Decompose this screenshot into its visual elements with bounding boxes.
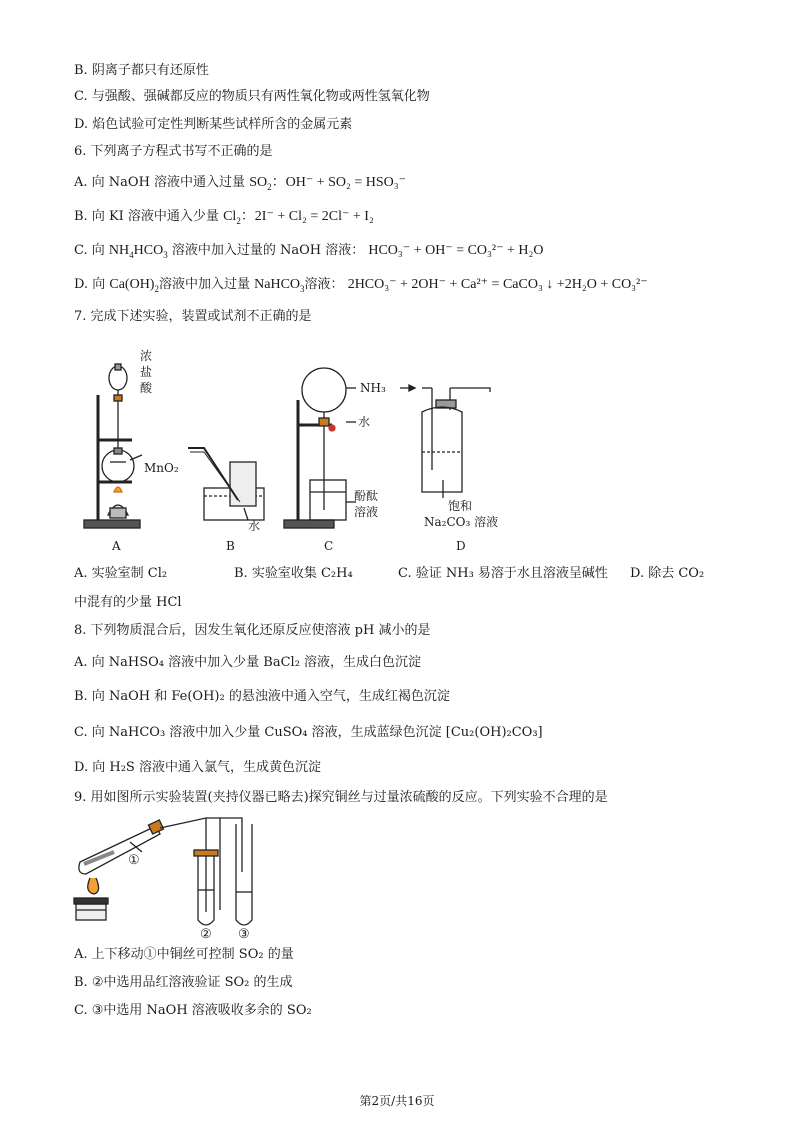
q5-option-c: C. 与强酸、强碱都反应的物质只有两性氧化物或两性氢氧化物	[74, 89, 430, 104]
q6-stem: 6. 下列离子方程式书写不正确的是	[74, 144, 273, 159]
label-water-b: 水	[248, 519, 261, 533]
q6-d-prefix: D. 向	[74, 277, 106, 292]
q6-option-d	[74, 276, 648, 294]
q6-a-equation: ：OH⁻ + SO₂ = HSO₃⁻	[271, 175, 407, 190]
q6-b-equation: ：2I⁻ + Cl₂ = 2Cl⁻ + I₂	[240, 209, 374, 224]
q7-option-d: D. 除去 CO₂	[630, 566, 705, 581]
q9-option-a: A. 上下移动①中铜丝可控制 SO₂ 的量	[74, 947, 294, 962]
label-acid: 酸	[140, 381, 153, 395]
apparatus-d	[400, 385, 490, 498]
q6-b-reagent: $Cl_2$	[223, 209, 241, 226]
q6-a-prefix: A. 向 NaOH 溶液中通入过量	[74, 175, 246, 190]
q8-option-a: A. 向 NaHSO₄ 溶液中加入少量 BaCl₂ 溶液，生成白色沉淀	[74, 655, 422, 670]
q7-option-d-cont: 中混有的少量 HCl	[74, 595, 182, 610]
q6-option-b	[74, 208, 374, 226]
q7-apparatus-figure	[70, 340, 510, 560]
label-phenolphthalein: 酚酞	[354, 489, 379, 503]
q8-option-b: B. 向 NaOH 和 Fe(OH)₂ 的悬浊液中通入空气，生成红褐色沉淀	[74, 689, 450, 704]
q6-d-tail: 溶液：	[304, 277, 344, 292]
q6-d-reagent1: $Ca(OH)_2$	[109, 277, 159, 294]
label-d: D	[456, 539, 466, 553]
q7-option-c: C. 验证 NH₃ 易溶于水且溶液呈碱性	[398, 566, 608, 581]
label-b: B	[226, 539, 235, 553]
q8-option-d: D. 向 H₂S 溶液中通入氯气，生成黄色沉淀	[74, 760, 321, 775]
q6-d-middle: 溶液中加入过量	[158, 277, 250, 292]
label-conc: 浓	[140, 349, 153, 363]
q6-d-equation: 2HCO₃⁻ + 2OH⁻ + Ca²⁺ = CaCO₃ ↓ +2H₂O + CO₃²⁻	[347, 277, 648, 292]
q6-option-c	[74, 242, 544, 260]
apparatus-c	[284, 368, 356, 528]
apparatus-b	[188, 448, 264, 520]
q9-apparatus-figure	[70, 812, 280, 942]
q8-stem: 8. 下列物质混合后，因发生氧化还原反应使溶液 pH 减小的是	[74, 623, 431, 638]
q5-option-b: B. 阴离子都只有还原性	[74, 63, 209, 78]
q7-stem: 7. 完成下述实验，装置或试剂不正确的是	[74, 309, 312, 324]
label-mno2: MnO₂	[144, 461, 179, 475]
label-saturated: 饱和	[448, 499, 473, 513]
q6-b-prefix: B. 向 KI 溶液中通入少量	[74, 209, 219, 224]
label-water-c: 水	[358, 415, 371, 429]
q9-stem: 9. 用如图所示实验装置(夹持仪器已略去)探究铜丝与过量浓硫酸的反应。下列实验不合理的是	[74, 790, 608, 805]
q7-option-b: B. 实验室收集 C₂H₄	[234, 566, 353, 581]
label-solution: 溶液	[354, 505, 379, 519]
q6-a-reagent: $SO_2$	[249, 175, 272, 192]
q6-d-reagent2: NaHCO$_3$	[254, 277, 305, 294]
apparatus-a	[84, 364, 142, 528]
q6-c-reagent: $NH_4HCO_3$	[108, 243, 168, 260]
q8-option-c: C. 向 NaHCO₃ 溶液中加入少量 CuSO₄ 溶液，生成蓝绿色沉淀 [Cu₂(OH)₂CO₃]	[74, 725, 543, 740]
label-na2co3: Na₂CO₃ 溶液	[424, 515, 499, 529]
q6-option-a	[74, 174, 406, 192]
q9-option-c: C. ③中选用 NaOH 溶液吸收多余的 SO₂	[74, 1003, 312, 1018]
q6-c-middle: 溶液中加入过量的 NaOH 溶液：	[171, 243, 365, 258]
label-num-2: ②	[200, 927, 212, 942]
q7-option-a: A. 实验室制 Cl₂	[74, 566, 168, 581]
label-nh3: NH₃	[360, 381, 386, 395]
label-hcl: 盐	[140, 365, 153, 379]
q6-c-prefix: C. 向	[74, 243, 105, 258]
q6-c-equation: HCO₃⁻ + OH⁻ = CO₃²⁻ + H₂O	[368, 243, 544, 258]
label-num-1: ①	[128, 853, 140, 868]
page-footer: 第2页/共16页	[359, 1094, 435, 1108]
label-num-3: ③	[238, 927, 250, 942]
q5-option-d: D. 焰色试验可定性判断某些试样所含的金属元素	[74, 117, 353, 132]
q9-option-b: B. ②中选用品红溶液验证 SO₂ 的生成	[74, 975, 293, 990]
label-a: A	[112, 539, 121, 553]
label-c: C	[324, 539, 334, 553]
